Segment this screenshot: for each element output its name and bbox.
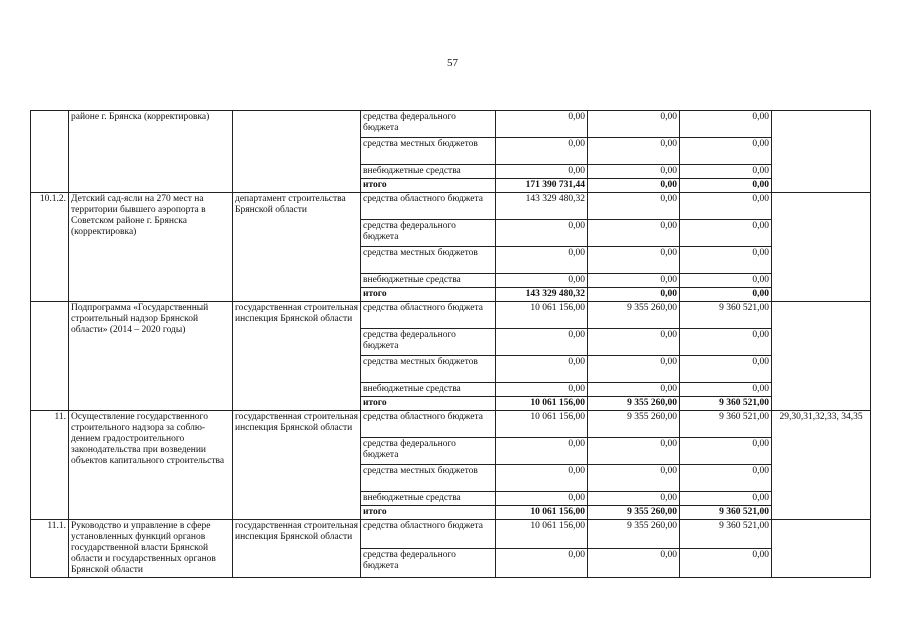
amount-cell: 0,00	[588, 329, 680, 356]
table-row	[31, 111, 871, 138]
amount-cell: 0,00	[680, 465, 772, 492]
amount-cell: 0,00	[588, 247, 680, 274]
funding-source: средства местных бюджетов	[361, 356, 496, 383]
amount-cell: 9 355 260,00	[588, 411, 680, 438]
amount-cell: 0,00	[496, 111, 588, 138]
executor-name: государственная строительная инспекция Брянской области	[233, 302, 361, 411]
table-row	[31, 193, 871, 220]
budget-table-body	[31, 111, 871, 578]
activity-name: Осуществление государственного строительного надзора за соблю-дением градостроительного законодательства при возведении объектов капитального строительства	[69, 411, 233, 520]
indicator-refs: 29,30,31,32,33, 34,35	[772, 411, 871, 520]
amount-cell: 0,00	[588, 549, 680, 578]
row-index: 11.1.	[31, 520, 69, 578]
amount-cell: 0,00	[588, 438, 680, 465]
amount-cell: 0,00	[680, 138, 772, 165]
funding-source: итого	[361, 397, 496, 411]
executor-name	[233, 111, 361, 193]
amount-cell: 9 360 521,00	[680, 520, 772, 549]
funding-source: средства федерального бюджета	[361, 549, 496, 578]
funding-source: средства областного бюджета	[361, 520, 496, 549]
amount-cell: 9 355 260,00	[588, 506, 680, 520]
amount-cell: 0,00	[496, 220, 588, 247]
amount-cell: 171 390 731,44	[496, 179, 588, 193]
amount-cell: 0,00	[680, 356, 772, 383]
amount-cell: 0,00	[588, 111, 680, 138]
row-index: 10.1.2.	[31, 193, 69, 302]
funding-source: средства федерального бюджета	[361, 220, 496, 247]
row-index	[31, 302, 69, 411]
amount-cell: 0,00	[496, 165, 588, 179]
executor-name: государственная строительная инспекция Брянской области	[233, 411, 361, 520]
amount-cell: 9 360 521,00	[680, 411, 772, 438]
amount-cell: 0,00	[680, 111, 772, 138]
amount-cell: 0,00	[588, 193, 680, 220]
activity-name: Руководство и управление в сфере установленных функций органов государственной власти Брянской области и государственных органов Брянской области	[69, 520, 233, 578]
amount-cell: 0,00	[496, 138, 588, 165]
amount-cell: 0,00	[680, 193, 772, 220]
activity-name: Детский сад-ясли на 270 мест на территории бывшего аэропорта в Советском районе г. Брянска (корректировка)	[69, 193, 233, 302]
table-row	[31, 520, 871, 549]
funding-source: внебюджетные средства	[361, 383, 496, 397]
amount-cell: 0,00	[588, 274, 680, 288]
funding-source: итого	[361, 288, 496, 302]
funding-source: средства федерального бюджета	[361, 111, 496, 138]
indicator-refs	[772, 111, 871, 193]
amount-cell: 0,00	[680, 274, 772, 288]
amount-cell: 143 329 480,32	[496, 288, 588, 302]
amount-cell: 0,00	[496, 329, 588, 356]
amount-cell: 9 355 260,00	[588, 302, 680, 329]
amount-cell: 0,00	[588, 138, 680, 165]
funding-source: итого	[361, 179, 496, 193]
amount-cell: 10 061 156,00	[496, 397, 588, 411]
amount-cell: 0,00	[496, 383, 588, 397]
funding-source: внебюджетные средства	[361, 492, 496, 506]
funding-source: средства федерального бюджета	[361, 438, 496, 465]
executor-name: департамент строительства Брянской области	[233, 193, 361, 302]
activity-name: районе г. Брянска (корректировка)	[69, 111, 233, 193]
indicator-refs	[772, 193, 871, 302]
amount-cell: 0,00	[588, 492, 680, 506]
funding-source: средства местных бюджетов	[361, 465, 496, 492]
amount-cell: 0,00	[680, 438, 772, 465]
amount-cell: 0,00	[588, 356, 680, 383]
amount-cell: 0,00	[496, 356, 588, 383]
amount-cell: 0,00	[496, 274, 588, 288]
budget-table	[30, 110, 871, 578]
amount-cell: 0,00	[680, 288, 772, 302]
funding-source: средства местных бюджетов	[361, 247, 496, 274]
row-index	[31, 111, 69, 193]
amount-cell: 0,00	[496, 465, 588, 492]
amount-cell: 10 061 156,00	[496, 506, 588, 520]
amount-cell: 0,00	[588, 179, 680, 193]
amount-cell: 9 355 260,00	[588, 397, 680, 411]
funding-source: средства областного бюджета	[361, 193, 496, 220]
amount-cell: 10 061 156,00	[496, 520, 588, 549]
amount-cell: 0,00	[588, 165, 680, 179]
amount-cell: 0,00	[496, 438, 588, 465]
funding-source: средства местных бюджетов	[361, 138, 496, 165]
amount-cell: 0,00	[680, 165, 772, 179]
amount-cell: 0,00	[496, 492, 588, 506]
funding-source: внебюджетные средства	[361, 165, 496, 179]
indicator-refs	[772, 520, 871, 578]
amount-cell: 0,00	[680, 179, 772, 193]
table-row	[31, 411, 871, 438]
executor-name: государственная строительная инспекция Брянской области	[233, 520, 361, 578]
amount-cell: 0,00	[496, 247, 588, 274]
funding-source: средства федерального бюджета	[361, 329, 496, 356]
amount-cell: 9 360 521,00	[680, 302, 772, 329]
amount-cell: 0,00	[588, 383, 680, 397]
amount-cell: 0,00	[680, 329, 772, 356]
amount-cell: 9 360 521,00	[680, 397, 772, 411]
amount-cell: 0,00	[588, 220, 680, 247]
amount-cell: 0,00	[680, 383, 772, 397]
funding-source: итого	[361, 506, 496, 520]
amount-cell: 0,00	[680, 247, 772, 274]
amount-cell: 143 329 480,32	[496, 193, 588, 220]
amount-cell: 0,00	[680, 549, 772, 578]
funding-source: средства областного бюджета	[361, 411, 496, 438]
funding-source: средства областного бюджета	[361, 302, 496, 329]
page-number: 57	[447, 57, 458, 69]
table-row	[31, 302, 871, 329]
row-index: 11.	[31, 411, 69, 520]
amount-cell: 9 355 260,00	[588, 520, 680, 549]
amount-cell: 10 061 156,00	[496, 411, 588, 438]
amount-cell: 0,00	[496, 549, 588, 578]
funding-source: внебюджетные средства	[361, 274, 496, 288]
amount-cell: 9 360 521,00	[680, 506, 772, 520]
activity-name: Подпрограмма «Государственный строительный надзор Брянской области» (2014 – 2020 годы)	[69, 302, 233, 411]
amount-cell: 0,00	[680, 220, 772, 247]
amount-cell: 0,00	[680, 492, 772, 506]
amount-cell: 0,00	[588, 288, 680, 302]
amount-cell: 0,00	[588, 465, 680, 492]
amount-cell: 10 061 156,00	[496, 302, 588, 329]
indicator-refs	[772, 302, 871, 411]
